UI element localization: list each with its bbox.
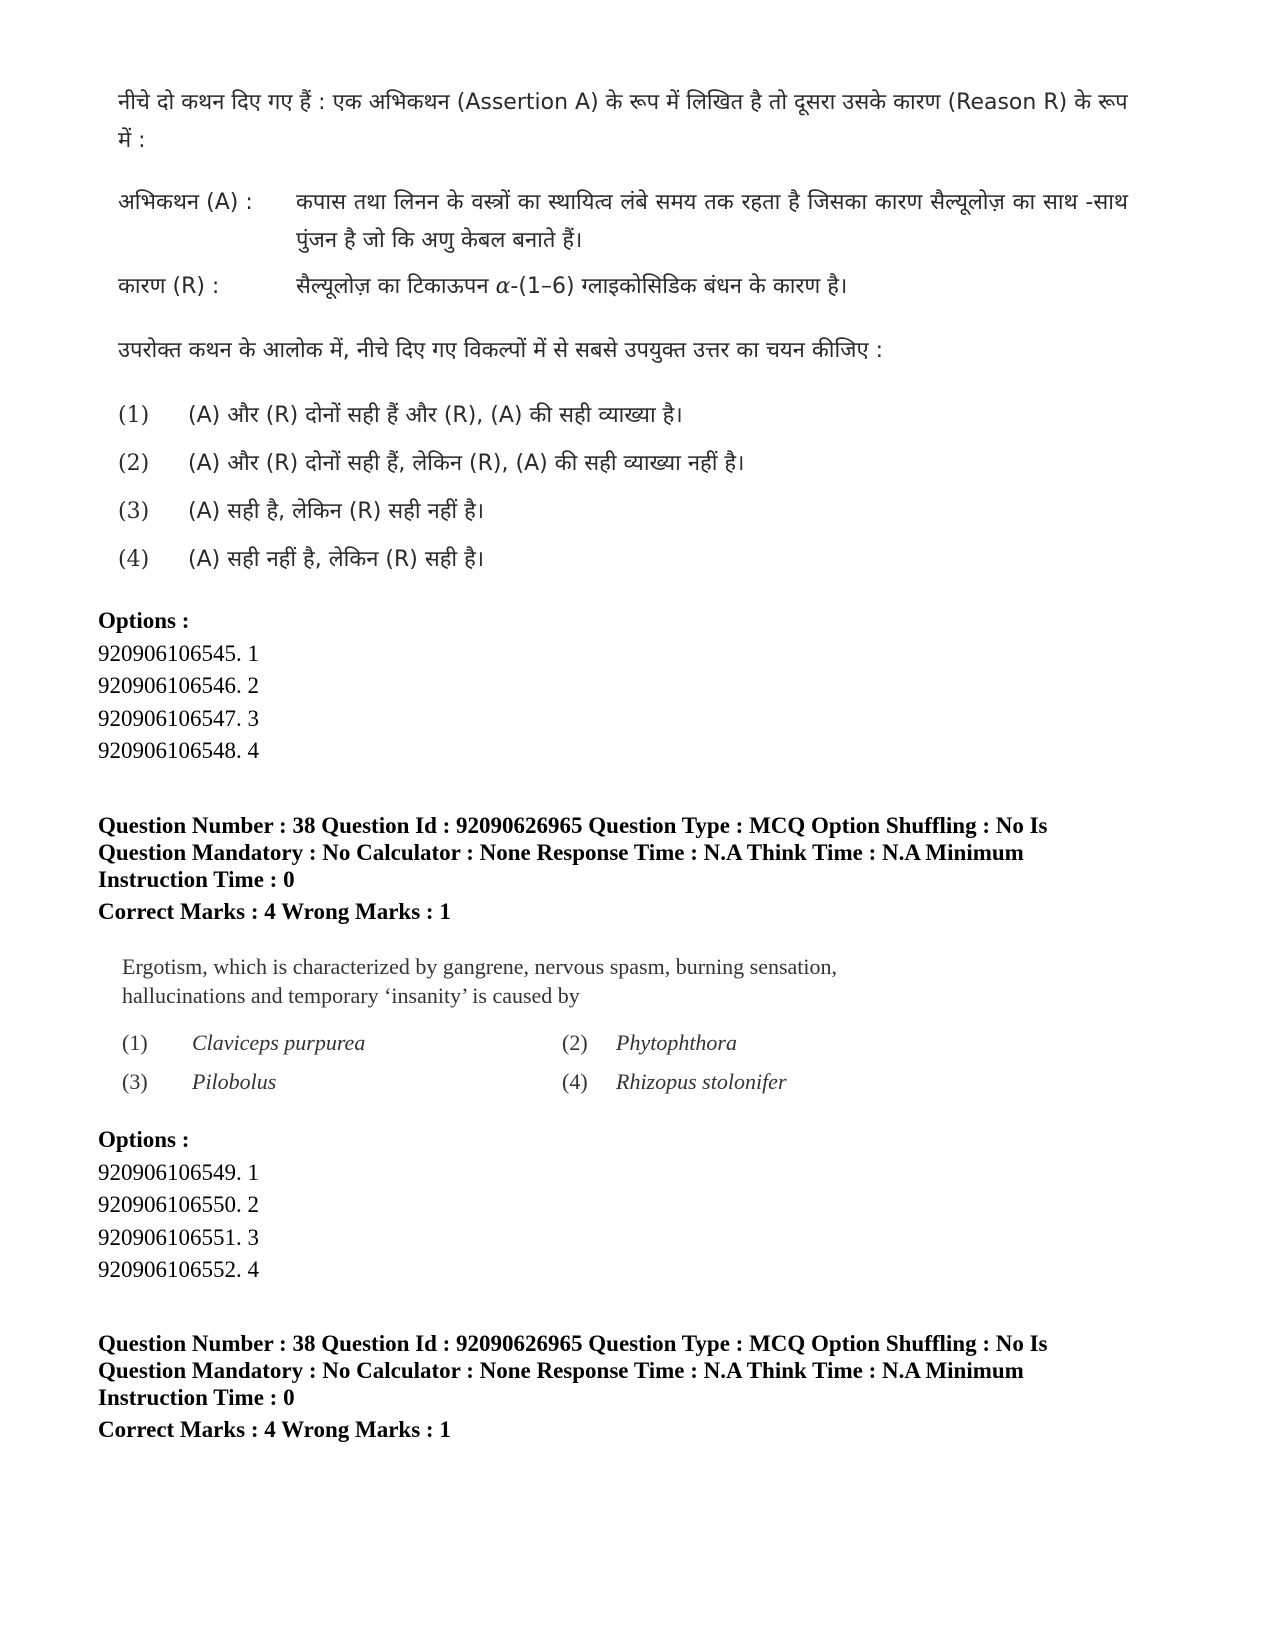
assertion-label: अभिकथन (A) : <box>118 190 253 215</box>
hindi-option-list <box>118 392 1128 584</box>
marks-line: Correct Marks : 4 Wrong Marks : 1 <box>98 1417 451 1442</box>
question-intro: नीचे दो कथन दिए गए हैं : एक अभिकथन (Assertion A) के रूप में लिखित है तो दूसरा उसके कारण (Reason R) के रूप में : <box>118 90 1128 153</box>
option-number: (4) <box>118 547 150 572</box>
hindi-question-image <box>118 84 1128 584</box>
option-id-line: 920906106548. 4 <box>98 738 259 763</box>
option-text: (A) और (R) दोनों सही हैं, लेकिन (R), (A) की सही व्याख्या नहीं है। <box>188 451 745 476</box>
marks-line: Correct Marks : 4 Wrong Marks : 1 <box>98 899 451 924</box>
option-number: (4) <box>562 1069 588 1094</box>
option-number: (3) <box>122 1069 148 1094</box>
question-meta <box>98 812 1048 925</box>
stem-line: hallucinations and temporary ‘insanity’ is caused by <box>122 983 580 1008</box>
question-stem <box>122 952 1022 1010</box>
options-title: Options : <box>98 1127 190 1152</box>
alpha-symbol: α <box>495 274 511 299</box>
reason-block <box>118 268 1128 306</box>
meta-line: Question Mandatory : No Calculator : None Response Time : N.A Think Time : N.A Minimum <box>98 840 1024 865</box>
option-text: Rhizopus stolonifer <box>616 1069 787 1094</box>
option-id-line: 920906106550. 2 <box>98 1192 259 1217</box>
meta-line: Instruction Time : 0 <box>98 1385 295 1410</box>
meta-line: Question Number : 38 Question Id : 92090626965 Question Type : MCQ Option Shuffling : No Is <box>98 1331 1048 1356</box>
option-id-line: 920906106549. 1 <box>98 1159 259 1185</box>
option-number: (1) <box>122 1030 148 1055</box>
option-number: (2) <box>118 451 150 476</box>
option-text: Pilobolus <box>192 1069 277 1094</box>
options-title: Options : <box>98 608 190 633</box>
options-block <box>98 605 259 768</box>
option-number: (3) <box>118 499 150 524</box>
option-id-line: 920906106551. 3 <box>98 1224 259 1250</box>
reason-label: कारण (R) : <box>118 274 220 299</box>
meta-line: Instruction Time : 0 <box>98 867 295 892</box>
option-id-line: 920906106552. 4 <box>98 1257 259 1282</box>
option-text: (A) सही नहीं है, लेकिन (R) सही है। <box>188 547 485 572</box>
option-text: Claviceps purpurea <box>192 1030 366 1055</box>
hindi-option <box>118 488 1128 536</box>
option-text: Phytophthora <box>616 1030 737 1055</box>
option-text: (A) और (R) दोनों सही हैं और (R), (A) की सही व्याख्या है। <box>188 403 683 428</box>
english-option-grid <box>122 1028 1022 1096</box>
option-id-line: 920906106546. 2 <box>98 673 259 698</box>
reason-text-pre: सैल्यूलोज़ का टिकाऊपन <box>296 274 489 299</box>
option-text: (A) सही है, लेकिन (R) सही नहीं है। <box>188 499 485 524</box>
question-meta <box>98 1330 1048 1443</box>
question-instruction: उपरोक्त कथन के आलोक में, नीचे दिए गए विकल्पों में से सबसे उपयुक्त उत्तर का चयन कीजिए : <box>118 338 884 363</box>
meta-line: Question Number : 38 Question Id : 92090626965 Question Type : MCQ Option Shuffling : No Is <box>98 813 1048 838</box>
assertion-block <box>118 184 1128 260</box>
reason-text <box>296 268 1128 306</box>
options-block <box>98 1124 259 1287</box>
option-id-line: 920906106545. 1 <box>98 640 259 666</box>
hindi-option <box>118 440 1128 488</box>
meta-line: Question Mandatory : No Calculator : None Response Time : N.A Think Time : N.A Minimum <box>98 1358 1024 1383</box>
hindi-option <box>118 536 1128 584</box>
option-id-line: 920906106547. 3 <box>98 705 259 731</box>
option-number: (2) <box>562 1030 588 1055</box>
english-question-image <box>122 952 1022 1096</box>
assertion-text: कपास तथा लिनन के वस्त्रों का स्थायित्व लंबे समय तक रहता है जिसका कारण सैल्यूलोज़ का साथ -साथ पुंजन है जो कि अणु केबल बनाते हैं। <box>296 190 1128 253</box>
hindi-option <box>118 392 1128 440</box>
reason-text-post: -(1–6) ग्लाइकोसिडिक बंधन के कारण है। <box>510 274 848 299</box>
option-number: (1) <box>118 403 150 428</box>
stem-line: Ergotism, which is characterized by gangrene, nervous spasm, burning sensation, <box>122 954 838 979</box>
